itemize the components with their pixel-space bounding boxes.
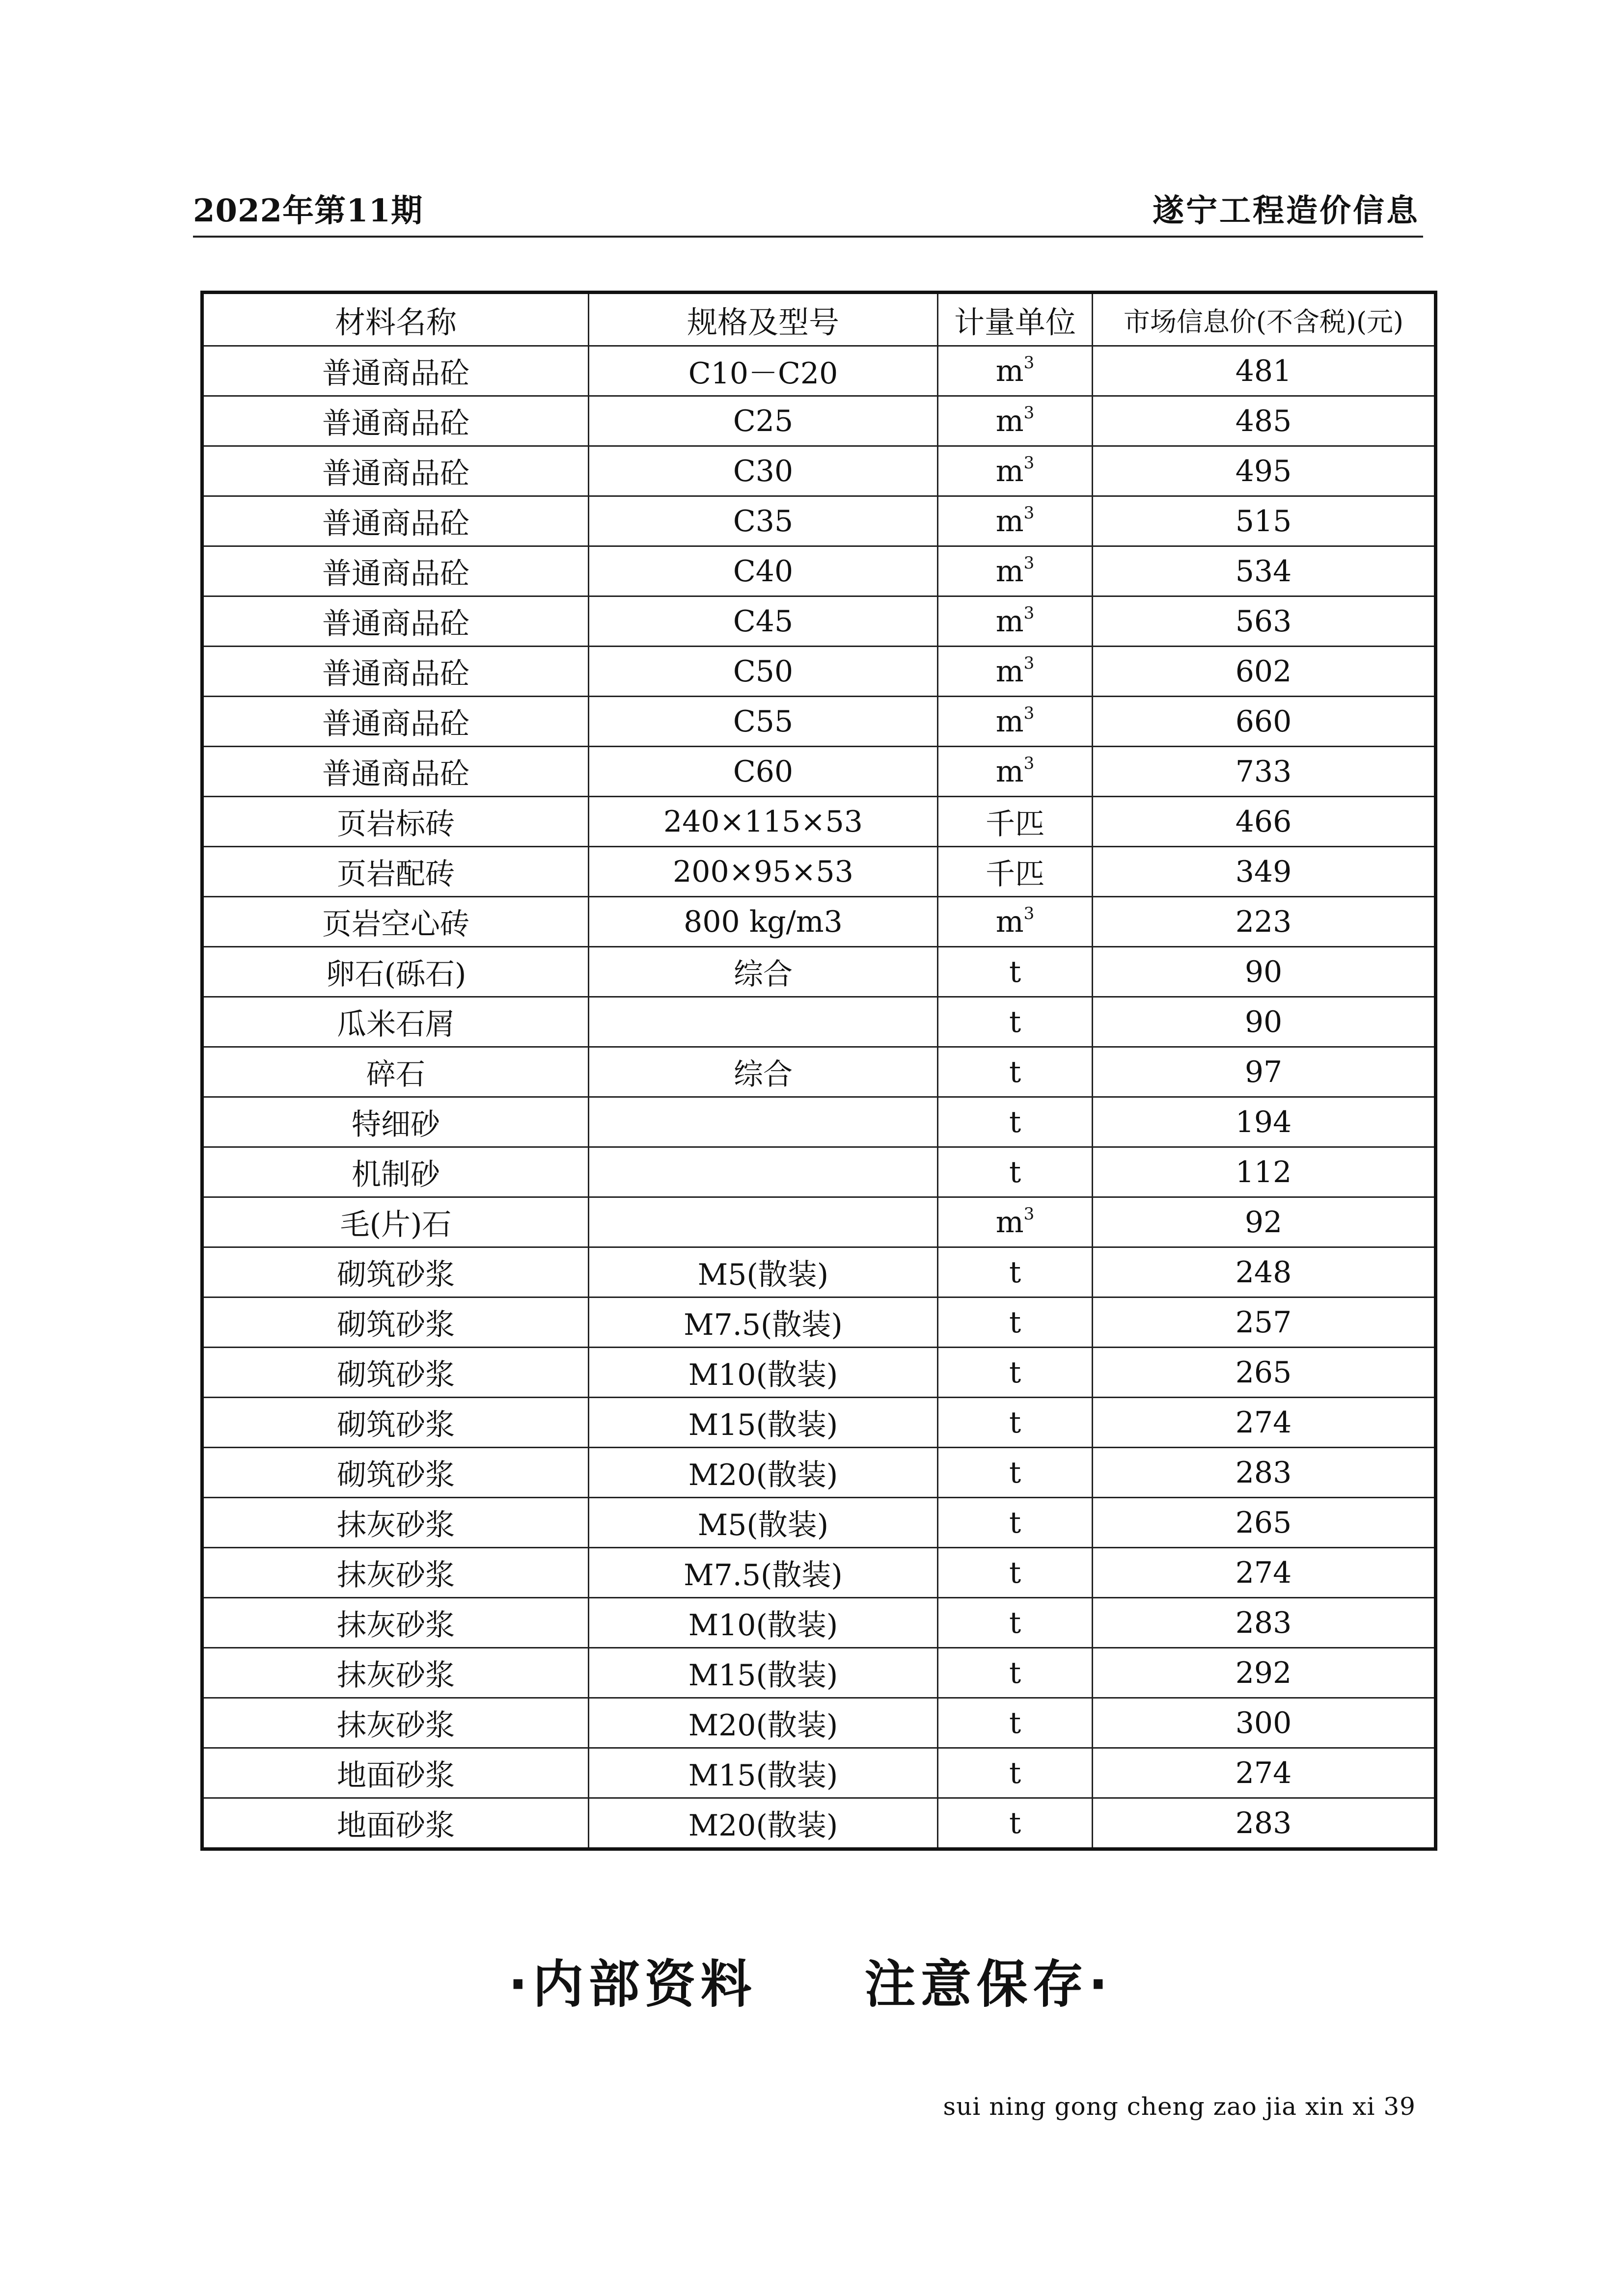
cell-material-name-text: 卵石(砾石) (325, 957, 467, 992)
cell-material-name-text: 普通商品砼 (322, 756, 469, 791)
cell-spec-text: M5(散装) (697, 1257, 829, 1292)
table-row (202, 1047, 1436, 1097)
table-row (202, 1598, 1436, 1648)
cell-spec-text: M10(散装) (688, 1357, 838, 1392)
cell-material-name-text: 机制砂 (352, 1157, 440, 1192)
cell-spec-text: M20(散装) (688, 1708, 838, 1743)
cell-price (1093, 346, 1436, 396)
table-row (202, 897, 1436, 947)
cell-material-name-text: 普通商品砼 (322, 706, 469, 741)
table-row (202, 1147, 1436, 1197)
cell-spec-text: C60 (733, 754, 794, 789)
cell-unit-text: 千匹 (986, 807, 1044, 841)
cell-unit (938, 647, 1093, 697)
cell-unit-text: t (1009, 1806, 1021, 1840)
cell-spec-text: M20(散装) (688, 1808, 838, 1843)
cell-price-text: 481 (1235, 353, 1292, 388)
cell-material-name (202, 1698, 589, 1748)
cell-material-name-text: 页岩标砖 (337, 807, 455, 841)
footer-motto (0, 1943, 1621, 2017)
cell-spec (589, 1247, 938, 1297)
table-row (202, 1648, 1436, 1698)
cell-spec-text: M20(散装) (688, 1458, 838, 1492)
cell-price-text: 265 (1235, 1505, 1292, 1540)
unit-superscript: 3 (1023, 653, 1035, 673)
cell-spec-text: M10(散装) (688, 1608, 838, 1643)
cell-unit-text: t (1009, 1705, 1021, 1740)
cell-material-name (202, 1798, 589, 1849)
table-row (202, 1297, 1436, 1348)
cell-unit (938, 797, 1093, 847)
cell-spec (589, 1047, 938, 1097)
cell-spec-text: M7.5(散装) (684, 1307, 843, 1342)
cell-material-name (202, 496, 589, 546)
cell-unit-text: t (1009, 1605, 1021, 1640)
cell-price (1093, 1097, 1436, 1147)
table-row (202, 1197, 1436, 1247)
cell-unit-text: t (1009, 1655, 1021, 1690)
cell-unit (938, 1197, 1093, 1247)
table-row (202, 546, 1436, 596)
cell-spec (589, 1748, 938, 1798)
cell-unit (938, 1097, 1093, 1147)
cell-material-name (202, 446, 589, 496)
cell-unit (938, 1047, 1093, 1097)
table-row (202, 1548, 1436, 1598)
cell-price-text: 92 (1244, 1205, 1283, 1240)
cell-price-text: 274 (1235, 1555, 1292, 1590)
cell-spec (589, 1698, 938, 1748)
unit-superscript: 3 (1023, 1204, 1035, 1224)
cell-price-text: 90 (1244, 954, 1283, 989)
table-row (202, 647, 1436, 697)
cell-material-name-text: 地面砂浆 (337, 1808, 455, 1843)
table-row (202, 997, 1436, 1047)
cell-price-text: 534 (1235, 554, 1292, 589)
cell-price (1093, 697, 1436, 747)
cell-spec (589, 396, 938, 446)
cell-unit (938, 1698, 1093, 1748)
cell-material-name-text: 碎石 (366, 1057, 425, 1092)
cell-unit (938, 997, 1093, 1047)
material-price-table (200, 291, 1437, 1851)
unit-superscript: 3 (1023, 553, 1035, 573)
cell-spec-text: M7.5(散装) (684, 1558, 843, 1593)
cell-material-name-text: 砌筑砂浆 (337, 1357, 455, 1392)
table-row (202, 697, 1436, 747)
unit-superscript: 3 (1023, 703, 1035, 723)
cell-material-name (202, 1197, 589, 1247)
cell-price-text: 485 (1235, 404, 1292, 438)
cell-spec (589, 1398, 938, 1448)
unit-superscript: 3 (1023, 403, 1035, 423)
cell-price-text: 265 (1235, 1355, 1292, 1390)
page-footer-line: sui ning gong cheng zao jia xin xi 39 (943, 2092, 1416, 2121)
cell-material-name (202, 1047, 589, 1097)
cell-unit (938, 1348, 1093, 1398)
cell-price-text: 283 (1235, 1455, 1292, 1490)
cell-price (1093, 847, 1436, 897)
cell-spec (589, 797, 938, 847)
cell-spec-text: M15(散装) (688, 1658, 838, 1693)
cell-price (1093, 1047, 1436, 1097)
cell-spec-text: 综合 (734, 957, 793, 992)
cell-unit (938, 1598, 1093, 1648)
cell-price (1093, 797, 1436, 847)
cell-material-name-text: 普通商品砼 (322, 506, 469, 541)
cell-material-name (202, 1147, 589, 1197)
cell-material-name (202, 1548, 589, 1598)
cell-unit-text: m (995, 404, 1024, 438)
cell-material-name-text: 地面砂浆 (337, 1758, 455, 1793)
cell-price-text: 733 (1235, 754, 1292, 789)
table-row (202, 947, 1436, 997)
cell-material-name-text: 普通商品砼 (322, 556, 469, 591)
cell-spec-text: C10－C20 (688, 356, 838, 391)
cell-spec (589, 1197, 938, 1247)
cell-spec-text: 800 kg/m3 (684, 904, 843, 939)
cell-unit-text: m (995, 904, 1024, 939)
cell-material-name-text: 毛(片)石 (340, 1207, 452, 1242)
cell-material-name (202, 897, 589, 947)
cell-price-text: 660 (1235, 704, 1292, 739)
cell-price (1093, 1648, 1436, 1698)
cell-spec (589, 346, 938, 396)
cell-unit (938, 496, 1093, 546)
cell-material-name (202, 647, 589, 697)
cell-price (1093, 596, 1436, 647)
cell-spec-text: M15(散装) (688, 1407, 838, 1442)
cell-material-name (202, 1498, 589, 1548)
cell-price-text: 274 (1235, 1756, 1292, 1790)
cell-unit (938, 1498, 1093, 1548)
table-row (202, 1247, 1436, 1297)
cell-price-text: 349 (1235, 854, 1292, 889)
column-header-unit: 计量单位 (938, 293, 1093, 346)
cell-material-name-text: 特细砂 (352, 1107, 440, 1142)
header-divider (193, 236, 1423, 238)
cell-price (1093, 747, 1436, 797)
cell-unit (938, 1297, 1093, 1348)
cell-material-name (202, 697, 589, 747)
cell-unit (938, 596, 1093, 647)
cell-price-text: 292 (1235, 1655, 1292, 1690)
cell-material-name-text: 抹灰砂浆 (337, 1508, 455, 1542)
cell-spec (589, 596, 938, 647)
cell-spec-text: C35 (733, 504, 794, 539)
cell-price (1093, 1197, 1436, 1247)
cell-spec (589, 1097, 938, 1147)
cell-material-name-text: 抹灰砂浆 (337, 1658, 455, 1693)
cell-spec (589, 1297, 938, 1348)
cell-spec-text: C40 (733, 554, 794, 589)
cell-unit-text: t (1009, 1105, 1021, 1139)
cell-spec (589, 747, 938, 797)
cell-price (1093, 446, 1436, 496)
cell-spec (589, 847, 938, 897)
cell-spec (589, 997, 938, 1047)
cell-unit (938, 1247, 1093, 1297)
cell-price-text: 602 (1235, 654, 1292, 689)
cell-material-name-text: 瓜米石屑 (337, 1007, 455, 1042)
cell-price-text: 300 (1235, 1705, 1292, 1740)
cell-spec-text: C55 (733, 704, 794, 739)
cell-spec (589, 647, 938, 697)
cell-price-text: 97 (1244, 1054, 1283, 1089)
column-header-spec: 规格及型号 (589, 293, 938, 346)
cell-unit (938, 1398, 1093, 1448)
cell-spec-text: 综合 (734, 1057, 793, 1092)
cell-material-name (202, 1398, 589, 1448)
cell-material-name (202, 1247, 589, 1297)
cell-unit-text: m (995, 454, 1024, 488)
cell-price (1093, 1297, 1436, 1348)
cell-material-name-text: 普通商品砼 (322, 406, 469, 441)
cell-material-name-text: 砌筑砂浆 (337, 1307, 455, 1342)
cell-spec-text: 200×95×53 (673, 854, 853, 889)
cell-price (1093, 1448, 1436, 1498)
cell-unit-text: t (1009, 1555, 1021, 1590)
cell-unit (938, 1748, 1093, 1798)
cell-unit-text: t (1009, 1305, 1021, 1340)
cell-unit-text: m (995, 554, 1024, 589)
motto-right: 注意保存· (864, 1954, 1113, 2014)
cell-price-text: 257 (1235, 1305, 1292, 1340)
cell-spec (589, 496, 938, 546)
cell-price (1093, 396, 1436, 446)
cell-material-name (202, 797, 589, 847)
cell-material-name (202, 1097, 589, 1147)
cell-unit (938, 546, 1093, 596)
cell-material-name (202, 1598, 589, 1648)
cell-unit-text: t (1009, 1505, 1021, 1540)
unit-superscript: 3 (1023, 503, 1035, 523)
table-row (202, 446, 1436, 496)
cell-price-text: 112 (1235, 1155, 1292, 1189)
cell-unit-text: m (995, 1205, 1024, 1240)
cell-material-name-text: 砌筑砂浆 (337, 1257, 455, 1292)
table-row (202, 1448, 1436, 1498)
cell-material-name-text: 普通商品砼 (322, 606, 469, 641)
cell-price-text: 466 (1235, 804, 1292, 839)
cell-price (1093, 1398, 1436, 1448)
cell-spec (589, 1648, 938, 1698)
cell-price (1093, 1348, 1436, 1398)
unit-superscript: 3 (1023, 352, 1035, 373)
cell-material-name-text: 普通商品砼 (322, 456, 469, 491)
cell-spec (589, 897, 938, 947)
cell-spec (589, 697, 938, 747)
cell-unit-text: t (1009, 1004, 1021, 1039)
cell-unit (938, 747, 1093, 797)
cell-unit (938, 1548, 1093, 1598)
cell-price-text: 563 (1235, 604, 1292, 639)
column-header-price: 市场信息价(不含税)(元) (1093, 293, 1436, 346)
cell-material-name (202, 947, 589, 997)
cell-material-name (202, 997, 589, 1047)
cell-price (1093, 997, 1436, 1047)
cell-unit (938, 947, 1093, 997)
cell-price (1093, 897, 1436, 947)
table-row (202, 797, 1436, 847)
cell-spec (589, 1548, 938, 1598)
cell-price (1093, 1147, 1436, 1197)
table-row (202, 1798, 1436, 1849)
cell-unit-text: m (995, 754, 1024, 789)
cell-price (1093, 947, 1436, 997)
cell-spec (589, 546, 938, 596)
cell-unit (938, 1448, 1093, 1498)
cell-material-name-text: 抹灰砂浆 (337, 1608, 455, 1643)
cell-unit-text: t (1009, 1155, 1021, 1189)
unit-superscript: 3 (1023, 753, 1035, 773)
cell-unit (938, 1648, 1093, 1698)
cell-price-text: 283 (1235, 1605, 1292, 1640)
cell-spec (589, 1798, 938, 1849)
cell-spec (589, 1598, 938, 1648)
cell-price-text: 90 (1244, 1004, 1283, 1039)
cell-material-name (202, 1448, 589, 1498)
table-row (202, 847, 1436, 897)
cell-material-name-text: 砌筑砂浆 (337, 1458, 455, 1492)
table-row (202, 1498, 1436, 1548)
cell-spec (589, 446, 938, 496)
cell-unit-text: t (1009, 1355, 1021, 1390)
table-row (202, 1097, 1436, 1147)
cell-spec (589, 1448, 938, 1498)
cell-unit-text: m (995, 353, 1024, 388)
cell-price-text: 495 (1235, 454, 1292, 488)
publication-title: 遂宁工程造价信息 (1153, 192, 1420, 229)
issue-label: 2022年第11期 (193, 192, 423, 229)
cell-material-name (202, 1648, 589, 1698)
cell-spec-text: M15(散装) (688, 1758, 838, 1793)
cell-material-name-text: 页岩空心砖 (322, 907, 469, 942)
cell-spec-text: 240×115×53 (663, 804, 863, 839)
cell-unit-text: m (995, 654, 1024, 689)
table-row (202, 346, 1436, 396)
cell-price (1093, 647, 1436, 697)
unit-superscript: 3 (1023, 453, 1035, 473)
cell-spec (589, 1147, 938, 1197)
cell-price (1093, 1548, 1436, 1598)
cell-material-name-text: 页岩配砖 (337, 857, 455, 891)
cell-unit (938, 897, 1093, 947)
cell-material-name (202, 396, 589, 446)
cell-material-name (202, 596, 589, 647)
cell-spec (589, 1348, 938, 1398)
cell-unit (938, 1147, 1093, 1197)
cell-price (1093, 546, 1436, 596)
cell-unit (938, 396, 1093, 446)
cell-unit-text: t (1009, 1756, 1021, 1790)
cell-price-text: 283 (1235, 1806, 1292, 1840)
table-row (202, 1398, 1436, 1448)
cell-unit (938, 1798, 1093, 1849)
cell-unit (938, 446, 1093, 496)
cell-price (1093, 1698, 1436, 1748)
cell-unit-text: m (995, 604, 1024, 639)
table-row (202, 1348, 1436, 1398)
cell-unit-text: t (1009, 1054, 1021, 1089)
unit-superscript: 3 (1023, 903, 1035, 923)
cell-unit (938, 346, 1093, 396)
motto-left: ·内部资料 (508, 1954, 757, 2014)
cell-spec (589, 947, 938, 997)
cell-material-name (202, 747, 589, 797)
table-row (202, 596, 1436, 647)
cell-spec-text: C50 (733, 654, 794, 689)
cell-price-text: 274 (1235, 1405, 1292, 1440)
cell-price (1093, 496, 1436, 546)
cell-price-text: 194 (1235, 1105, 1292, 1139)
cell-spec-text: C30 (733, 454, 794, 488)
cell-unit-text: t (1009, 1455, 1021, 1490)
cell-unit-text: m (995, 504, 1024, 539)
cell-material-name (202, 546, 589, 596)
cell-unit-text: 千匹 (986, 857, 1044, 891)
table-row (202, 1748, 1436, 1798)
cell-material-name (202, 847, 589, 897)
cell-material-name-text: 砌筑砂浆 (337, 1407, 455, 1442)
cell-spec-text: M5(散装) (697, 1508, 829, 1542)
table-row (202, 747, 1436, 797)
table-header-row (202, 293, 1436, 346)
cell-material-name (202, 1748, 589, 1798)
cell-material-name (202, 1348, 589, 1398)
table-row (202, 1698, 1436, 1748)
table-row (202, 496, 1436, 546)
cell-spec-text: C45 (733, 604, 794, 639)
cell-spec (589, 1498, 938, 1548)
cell-price-text: 248 (1235, 1255, 1292, 1290)
cell-unit (938, 697, 1093, 747)
table-row (202, 396, 1436, 446)
cell-material-name (202, 1297, 589, 1348)
cell-material-name-text: 普通商品砼 (322, 356, 469, 391)
column-header-material-name: 材料名称 (202, 293, 589, 346)
cell-price-text: 515 (1235, 504, 1292, 539)
cell-material-name-text: 抹灰砂浆 (337, 1558, 455, 1593)
cell-material-name (202, 346, 589, 396)
table-body (202, 346, 1436, 1849)
cell-price (1093, 1748, 1436, 1798)
cell-spec-text: C25 (733, 404, 794, 438)
cell-price-text: 223 (1235, 904, 1292, 939)
cell-price (1093, 1498, 1436, 1548)
cell-price (1093, 1598, 1436, 1648)
cell-material-name-text: 抹灰砂浆 (337, 1708, 455, 1743)
cell-unit-text: t (1009, 1405, 1021, 1440)
unit-superscript: 3 (1023, 603, 1035, 623)
cell-price (1093, 1247, 1436, 1297)
cell-price (1093, 1798, 1436, 1849)
cell-unit-text: t (1009, 1255, 1021, 1290)
cell-unit-text: t (1009, 954, 1021, 989)
cell-unit (938, 847, 1093, 897)
cell-material-name-text: 普通商品砼 (322, 656, 469, 691)
cell-unit-text: m (995, 704, 1024, 739)
